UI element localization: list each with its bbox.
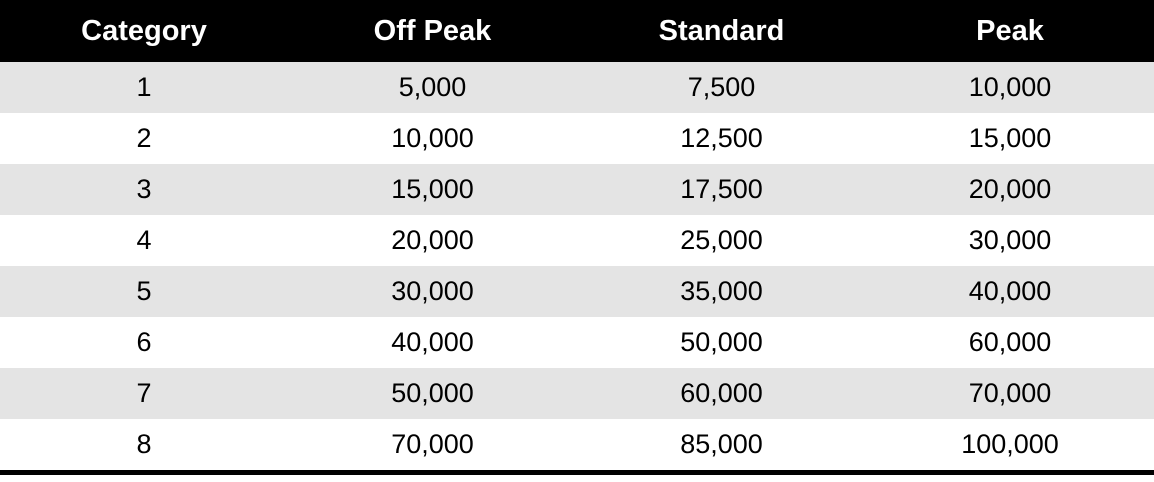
cell-category: 1 [0, 62, 288, 113]
cell-standard: 25,000 [577, 215, 866, 266]
table-row [0, 266, 1154, 317]
cell-peak: 40,000 [866, 266, 1154, 317]
cell-off-peak: 50,000 [288, 368, 577, 419]
cell-standard: 50,000 [577, 317, 866, 368]
cell-off-peak: 5,000 [288, 62, 577, 113]
cell-peak: 100,000 [866, 419, 1154, 473]
table-row [0, 215, 1154, 266]
table-row [0, 164, 1154, 215]
column-header-category: Category [0, 0, 288, 62]
cell-standard: 35,000 [577, 266, 866, 317]
cell-category: 5 [0, 266, 288, 317]
table-row [0, 419, 1154, 473]
cell-off-peak: 15,000 [288, 164, 577, 215]
column-header-off-peak: Off Peak [288, 0, 577, 62]
column-header-peak: Peak [866, 0, 1154, 62]
cell-standard: 7,500 [577, 62, 866, 113]
cell-category: 7 [0, 368, 288, 419]
cell-off-peak: 40,000 [288, 317, 577, 368]
cell-category: 8 [0, 419, 288, 473]
cell-category: 4 [0, 215, 288, 266]
cell-peak: 70,000 [866, 368, 1154, 419]
cell-category: 3 [0, 164, 288, 215]
cell-category: 6 [0, 317, 288, 368]
cell-standard: 17,500 [577, 164, 866, 215]
table-header-row [0, 0, 1154, 62]
cell-peak: 15,000 [866, 113, 1154, 164]
cell-off-peak: 30,000 [288, 266, 577, 317]
table-row [0, 62, 1154, 113]
table-row [0, 368, 1154, 419]
cell-standard: 12,500 [577, 113, 866, 164]
table-row [0, 317, 1154, 368]
cell-peak: 30,000 [866, 215, 1154, 266]
cell-off-peak: 10,000 [288, 113, 577, 164]
cell-off-peak: 20,000 [288, 215, 577, 266]
column-header-standard: Standard [577, 0, 866, 62]
table-row [0, 113, 1154, 164]
cell-standard: 85,000 [577, 419, 866, 473]
table-body [0, 62, 1154, 473]
cell-category: 2 [0, 113, 288, 164]
cell-standard: 60,000 [577, 368, 866, 419]
cell-peak: 60,000 [866, 317, 1154, 368]
cell-peak: 20,000 [866, 164, 1154, 215]
table-header [0, 0, 1154, 62]
cell-peak: 10,000 [866, 62, 1154, 113]
cell-off-peak: 70,000 [288, 419, 577, 473]
